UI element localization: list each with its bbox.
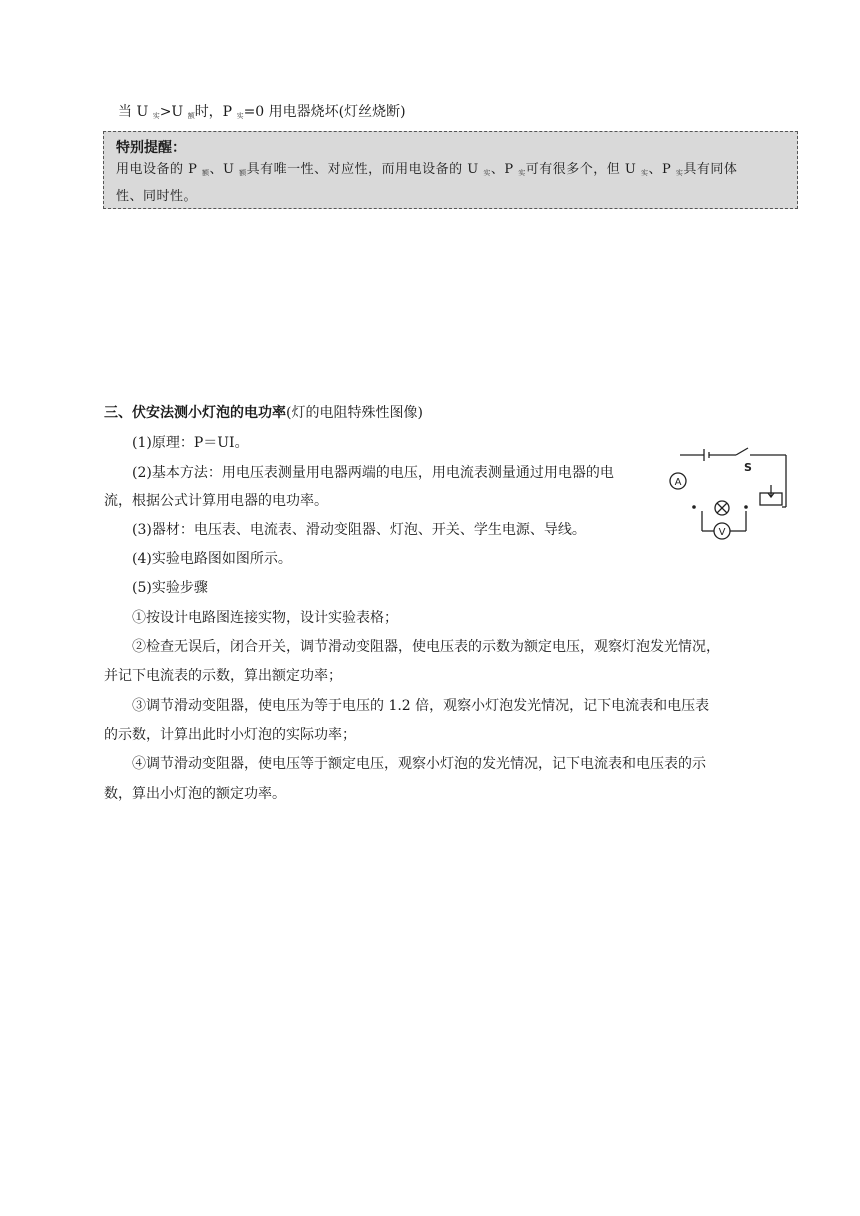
text-fragment: 、P bbox=[490, 162, 519, 177]
step-2-line-1: ②检查无误后，闭合开关，调节滑动变阻器，使电压表的示数为额定电压，观察灯泡发光情况， bbox=[132, 639, 720, 655]
circuit-diagram bbox=[668, 443, 793, 543]
subscript: 额 bbox=[202, 169, 210, 177]
circuit-line: (4)实验电路图如图所示。 bbox=[132, 551, 292, 567]
step-4-line-2: 数，算出小灯泡的额定功率。 bbox=[104, 786, 286, 802]
voltmeter-label: V bbox=[718, 527, 726, 538]
junction-dot bbox=[744, 505, 748, 509]
text-fragment: 、U bbox=[209, 162, 240, 177]
method-line-2: 流，根据公式计算用电器的电功率。 bbox=[104, 493, 328, 509]
subscript: 额 bbox=[187, 112, 195, 120]
text-fragment: =0 用电器烧坏(灯丝烧断) bbox=[243, 104, 406, 120]
equipment-line: (3)器材：电压表、电流表、滑动变阻器、灯泡、开关、学生电源、导线。 bbox=[132, 522, 586, 538]
heading-text: 三、伏安法测小灯泡的电功率 bbox=[104, 405, 286, 421]
text-fragment: 具有唯一性、对应性，而用电设备的 U bbox=[246, 162, 484, 177]
heading-subtitle: (灯的电阻特殊性图像) bbox=[286, 405, 423, 421]
text-fragment: 性、同时性。 bbox=[116, 189, 198, 204]
special-reminder-box bbox=[103, 131, 798, 209]
section-heading bbox=[104, 403, 423, 423]
text-fragment: >U bbox=[159, 104, 188, 120]
overvoltage-line bbox=[118, 102, 406, 126]
step-2-line-2: 并记下电流表的示数，算出额定功率； bbox=[104, 668, 342, 684]
text-fragment: 时，P bbox=[194, 104, 237, 120]
text-fragment: 具有同体 bbox=[683, 162, 738, 177]
junction-dot bbox=[692, 505, 696, 509]
subscript: 实 bbox=[518, 169, 526, 177]
subscript: 实 bbox=[675, 169, 684, 177]
switch-icon bbox=[736, 448, 748, 455]
text-fragment: 当 U bbox=[118, 104, 153, 120]
subscript: 实 bbox=[236, 112, 244, 120]
text-fragment: 可有很多个，但 U bbox=[525, 162, 641, 177]
principle-line: (1)原理：P＝UI。 bbox=[132, 435, 249, 451]
method-line-1: (2)基本方法：用电压表测量用电器两端的电压，用电流表测量通过用电器的电 bbox=[132, 465, 614, 481]
step-1: ①按设计电路图连接实物，设计实验表格； bbox=[132, 610, 398, 626]
text-fragment: 用电设备的 P bbox=[116, 162, 203, 177]
steps-title: (5)实验步骤 bbox=[132, 580, 208, 596]
subscript: 实 bbox=[152, 112, 160, 120]
step-3-line-2: 的示数，计算出此时小灯泡的实际功率； bbox=[104, 727, 356, 743]
text-fragment: 、P bbox=[648, 162, 676, 177]
step-4-line-1: ④调节滑动变阻器，使电压等于额定电压，观察小灯泡的发光情况，记下电流表和电压表的示 bbox=[132, 756, 706, 772]
ammeter-label: A bbox=[674, 477, 682, 488]
step-3-line-1: ③调节滑动变阻器，使电压为等于电压的 1.2 倍，观察小灯泡发光情况，记下电流表和电压表 bbox=[132, 698, 710, 714]
switch-label: S bbox=[744, 461, 752, 474]
reminder-text bbox=[116, 158, 787, 208]
reminder-title: 特别提醒： bbox=[116, 140, 186, 156]
subscript: 实 bbox=[640, 169, 649, 177]
subscript: 额 bbox=[239, 169, 247, 177]
subscript: 实 bbox=[483, 169, 491, 177]
